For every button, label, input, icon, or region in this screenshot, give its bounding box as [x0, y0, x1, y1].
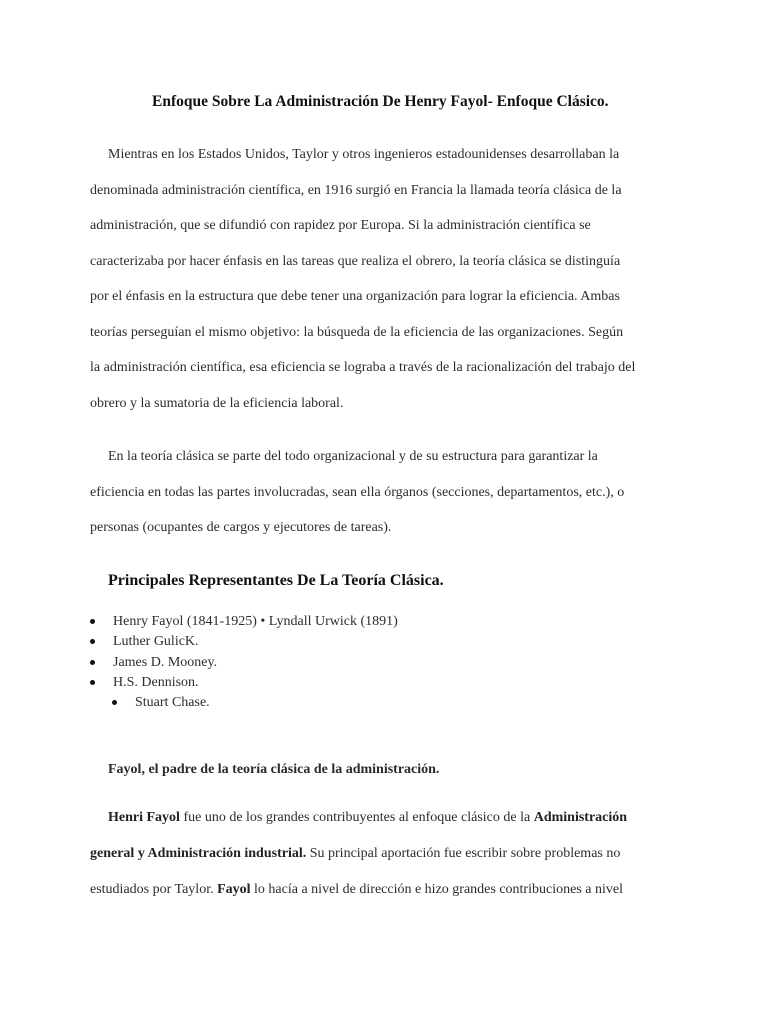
bullet-icon	[90, 639, 95, 644]
paragraph-intro	[90, 137, 690, 421]
bold-text: Fayol	[217, 882, 251, 897]
paragraph-line: la administración científica, esa eficiencia se lograba a través de la racionalización del trabajo del	[90, 360, 636, 375]
paragraph-line	[90, 872, 690, 908]
plain-text: estudiados por Taylor.	[90, 882, 218, 897]
plain-text: lo hacía a nivel de dirección e hizo grandes contribuciones a nivel	[250, 882, 623, 897]
section-heading: Principales Representantes De La Teoría Clásica.	[108, 572, 444, 589]
subheading: Fayol, el padre de la teoría clásica de la administración.	[108, 762, 440, 777]
bold-text: general y Administración industrial.	[90, 846, 307, 861]
paragraph-line: personas (ocupantes de cargos y ejecutores de tareas).	[90, 520, 392, 535]
list-item-label: H.S. Dennison.	[113, 675, 199, 690]
bold-text: Administración	[533, 810, 628, 825]
plain-text: Su principal aportación fue escribir sobre problemas no	[306, 846, 621, 861]
bullet-icon	[112, 700, 117, 705]
list-item-label: Luther GulicK.	[113, 634, 199, 649]
bullet-icon	[90, 680, 95, 685]
paragraph-line: por el énfasis en la estructura que debe tener una organización para lograr la eficiencia. Ambas	[90, 289, 620, 304]
plain-text: fue uno de los grandes contribuyentes al enfoque clásico de la	[179, 810, 534, 825]
paragraph-line: obrero y la sumatoria de la eficiencia laboral.	[90, 395, 344, 411]
paragraph-line	[90, 836, 690, 872]
list-item-label: Henry Fayol (1841-1925) • Lyndall Urwick (1891)	[113, 614, 398, 629]
paragraph-structure	[90, 439, 690, 546]
paragraph-line: denominada administración científica, en 1916 surgió en Francia la llamada teoría clásica de la	[90, 182, 622, 198]
paragraph-line	[90, 800, 690, 836]
paragraph-line: caracterizaba por hacer énfasis en las tareas que realiza el obrero, la teoría clásica se distinguía	[90, 253, 621, 269]
paragraph-line: Mientras en los Estados Unidos, Taylor y otros ingenieros estadounidenses desarrollaban la	[108, 147, 620, 162]
bullet-icon	[90, 619, 95, 624]
bullet-icon	[90, 660, 95, 665]
paragraph-line: administración, que se difundió con rapidez por Europa. Si la administración científica se	[90, 218, 591, 233]
document-title: Enfoque Sobre La Administración De Henry Fayol- Enfoque Clásico.	[152, 93, 609, 110]
paragraph-line: En la teoría clásica se parte del todo organizacional y de su estructura para garantizar la	[108, 449, 598, 464]
list-item-label: Stuart Chase.	[135, 695, 210, 710]
list-item-label: James D. Mooney.	[113, 655, 218, 670]
bold-text: Henri Fayol	[108, 810, 180, 825]
paragraph-line: teorías perseguían el mismo objetivo: la búsqueda de la eficiencia de las organizaciones. Según	[90, 324, 624, 340]
paragraph-line: eficiencia en todas las partes involucradas, sean ella órganos (secciones, departamentos, etc.), o	[90, 484, 625, 500]
paragraph-fayol	[90, 800, 690, 908]
